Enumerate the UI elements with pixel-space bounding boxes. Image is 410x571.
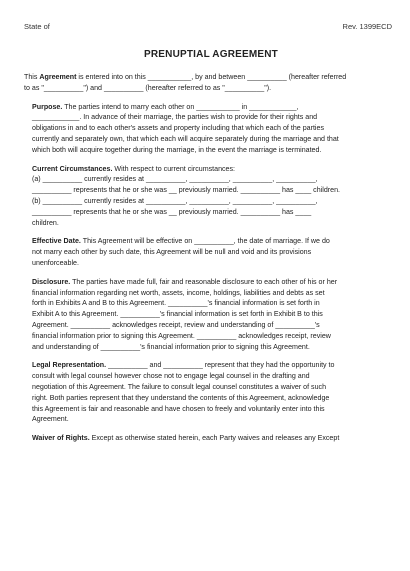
waiver-heading: Waiver of Rights. (32, 434, 90, 443)
disclosure-line: financial information regarding net worth, assets, income, holdings, liabilities and debts as set (32, 288, 325, 297)
purpose-line: currently and separately own, that which each will acquire separately during the marriage and that (32, 134, 339, 143)
circumstances-line: __________ represents that he or she was __ previously married. __________ has ____ (32, 207, 312, 216)
intro-line-2: to as "__________") and __________ (hereafter referred to as "__________"). (24, 83, 272, 92)
legal-line: __________ and __________ represent that they had the opportunity to (106, 361, 335, 370)
purpose-section (24, 102, 398, 156)
document-title: PRENUPTIAL AGREEMENT (143, 49, 278, 60)
circumstances-line: __________ represents that he or she was __ previously married. __________ has ____ children. (32, 186, 340, 195)
effective-line: unenforceable. (32, 258, 79, 267)
disclosure-line: forth in Exhibits A and B to this Agreement. __________'s financial information is set forth in (32, 299, 320, 308)
waiver-section (24, 433, 398, 444)
circumstances-line: With respect to current circumstances: (112, 164, 236, 173)
effective-line: This Agreement will be effective on __________, the date of marriage. If we do (80, 237, 330, 246)
purpose-line: obligations in and to each other's assets and property including that which each of the parties (32, 124, 324, 133)
legal-line: Agreement. (32, 415, 69, 424)
disclosure-section (24, 277, 398, 353)
circumstances-line: (b) __________ currently resides at __________, __________, __________, __________, (32, 196, 318, 205)
disclosure-line: and understanding of __________'s financial information prior to signing this Agreement. (32, 342, 310, 351)
legal-line: this Agreement is fair and reasonable and have chosen to freely and voluntarily enter into this (32, 404, 325, 413)
circumstances-heading: Current Circumstances. (32, 164, 113, 173)
circumstances-section (24, 164, 398, 229)
purpose-line: The parties intend to marry each other on ___________ in ____________, (62, 102, 299, 111)
effective-line: not marry each other by such date, this Agreement will be null and void and its provisions (32, 248, 312, 257)
circumstances-line: children. (32, 218, 59, 227)
legal-line: negotiation of this Agreement. The failure to consult legal counsel constitutes a waiver of such (32, 382, 327, 391)
state-label: State of (24, 22, 50, 31)
disclosure-line: Exhibit A to this Agreement. __________'s financial information is set forth in Exhibit B to this (32, 310, 323, 319)
circumstances-line: (a) __________ currently resides at __________, __________, __________, __________, (32, 175, 318, 184)
intro-text-a: This (24, 73, 40, 81)
legal-representation-section (24, 360, 398, 425)
intro-text-b: is entered into on this ___________, by and between __________ (hereafter referred (76, 73, 347, 81)
legal-line: consult with legal counsel however chose not to engage legal counsel in the drafting and (32, 372, 310, 381)
disclosure-line: financial information prior to signing this Agreement. __________ acknowledges receipt, review (32, 331, 331, 340)
purpose-line: which both will acquire together during the marriage, in the event the marriage is terminated. (32, 145, 322, 154)
revision-code: Rev. 1399ECD (342, 22, 392, 31)
purpose-heading: Purpose. (32, 102, 63, 111)
legal-line: right. Both parties represent that they understand the contents of this Agreement, acknowledge (32, 393, 330, 402)
document-header (24, 22, 398, 31)
intro-paragraph (24, 72, 398, 94)
effective-date-section (24, 236, 398, 268)
disclosure-line: Agreement. __________ acknowledges receipt, review and understanding of __________'s (32, 320, 320, 329)
waiver-line: Except as otherwise stated herein, each Party waives and releases any Except (89, 434, 340, 443)
legal-representation-heading: Legal Representation. (32, 361, 107, 370)
intro-agreement-term: Agreement (39, 73, 77, 81)
effective-date-heading: Effective Date. (32, 237, 81, 246)
disclosure-heading: Disclosure. (32, 277, 71, 286)
purpose-line: ____________. In advance of their marriage, the parties wish to provide for their rights and (32, 113, 318, 122)
disclosure-line: The parties have made full, fair and reasonable disclosure to each other of his or her (70, 277, 338, 286)
